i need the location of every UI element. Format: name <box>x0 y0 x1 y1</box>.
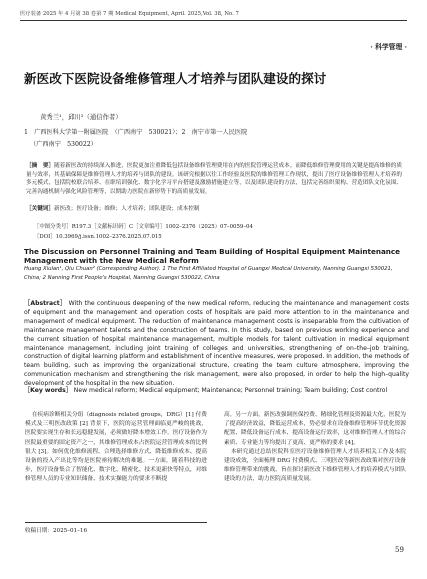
received-date: 收稿日期：2025–01–16 <box>25 528 88 534</box>
running-head: 医疗装备 2025 年 4 月第 38 卷第 7 期 Medical Equipment, April. 2025,Vol. 38, No. 7 <box>20 11 239 17</box>
abstract-en-label: ［Abstract］ <box>24 300 67 307</box>
classification-line: ［中图分类号］R197.3［文献标识码］C［文章编号］1002–2376（2025）07–0059–04 <box>34 224 253 230</box>
abstract-en <box>24 300 409 389</box>
abstract-zh-text: 随着新医改的持续深入推进，医院更加注重降低包括设备维修管理费用在内的医院管理运营成本。而降低维修管理费用的关键是提高维修的质量与效率，其基础保障是维修管理人才的培养与团队的建设。该研究根据以往工作经验及医院的维修管理工作现状，提出了医疗设备维修管理人才培养的多元模式，包括院校联合培养、在职培训强化、数字化学习平台搭建及激励措施建立等，以及团队建设的方法，包括完善组织架构、营造团队文化氛围、完善沟通机制与强化风险管理等，以期助力医院在新形势下的高质量发展。 <box>26 163 402 195</box>
keywords-en <box>24 387 409 396</box>
body-column-left <box>25 411 207 485</box>
authors-en: Huang Xiulan¹, Qiu Chuan² (Corresponding Author). 1 The First Affiliated Hospital of Guangxi Medical University, Nanning Guangxi 530021, China; 2 Nanning First People's Hospital, Nanning Guangxi 530022, China <box>24 266 393 281</box>
footnote-rule <box>25 522 207 523</box>
body-paragraph: 本研究通过总结医院科室医疗设备维修管理人才培养相关工作及本院建设成效，全面梳理 DRG 付费模式、三明医改等新医改政策对医疗设备维修管理带来的挑战，旨在探讨新医改下维修管理人才的培养模式与团队建设的方法，助力医院高质量发展。 <box>224 448 406 483</box>
article-title-zh: 新医改下医院设备维修管理人才培养与团队建设的探讨 <box>24 71 327 86</box>
affiliation-line: 1 广西医科大学第一附属医院 （广西南宁 530021）；2 南宁市第一人民医院 <box>24 129 248 136</box>
abstract-en-text: With the continuous deepening of the new medical reform, reducing the maintenance and management costs of equipment and the management and operation costs of hospitals are paid more attention to in the maintenance and management of medical equipment. The reduction of maintenance management costs is inseparable from the cultivation of maintenance management talents and the construction of teams. In this study, based on previous working experience and the current situation of hospital maintenance management, multiple models for talent cultivation in medical equipment maintenance management, including joint training of colleges and universities, strengthening of on–the–job training, construction of digital learning platform and establishment of incentive measures, were proposed. In addition, the methods of team building, such as improving the organizational structure, creating the team culture atmosphere, improving the communication mechanism and strengthening the risk management, were also proposed, in order to help the high–quality development of the hospital in the new situation. <box>24 300 409 388</box>
article-title-en: The Discussion on Personnel Training and Team Building of Hospital Equipment Maintenance Management with the New Medical Reform <box>24 247 401 266</box>
column-tag: · 科学管理 · <box>370 43 407 51</box>
abstract-zh-label: ［摘 要］ <box>26 163 55 169</box>
body-paragraph: 高。另一方面，新医改强调医保控费、精细化管理及资源最大化，医院为了提高经济效益，降低运营成本，势必要求在设备维修管理环节优化资源配置、降低设备运行成本、提高设备运行效率，这对维修管理人才的综合素质、专业能力等均提出了更高、更严格的要求 [4]。 <box>224 412 406 446</box>
body-column-right <box>224 411 406 485</box>
authors-zh: 黄秀兰¹，邱川²（通信作者） <box>40 113 122 121</box>
keywords-zh <box>26 205 402 214</box>
keywords-zh-text: 新医改；医疗设备；维修；人才培养；团队建设；成本控制 <box>53 206 200 212</box>
abstract-zh <box>26 162 402 196</box>
keywords-en-text: New medical reform; Medical equipment; Maintenance; Personnel training; Team building; Cost control <box>73 387 388 394</box>
doi-line: ［DOI］10.3969/j.issn.1002–2376.2025.07.015 <box>34 234 162 240</box>
keywords-zh-label: ［关键词］ <box>26 206 54 212</box>
affiliations-zh <box>24 127 394 151</box>
page-number: 59 <box>395 546 404 554</box>
header-rule <box>20 20 407 21</box>
affiliation-line: （广西南宁 530022） <box>30 141 97 148</box>
keywords-en-label: ［Key words］ <box>24 387 72 394</box>
body-paragraph: 在疾病诊断相关分组（diagnosis related groups，DRG）[1] 付费模式及三明医改政策 [2] 背景下，医院的运营管理面临更严峻的挑战，医院要实现生存和长远稳健发展，必须做好降本增效工作。医疗设备作为医院最重要的固定资产之一，其维修管理成本占医院运营管理成本的比例很大 [3]。如何优化维修流程、合理选择维修方式、降低维修成本、提高设备的投入产出比等均是医院亟待解决的难题。一方面，随着科技的进步，医疗设备集合了智能化、数字化、精密化、技术更新快等特点，对维修管理人员的专业知识储备、技术实操能力的要求不断提 <box>25 412 207 483</box>
